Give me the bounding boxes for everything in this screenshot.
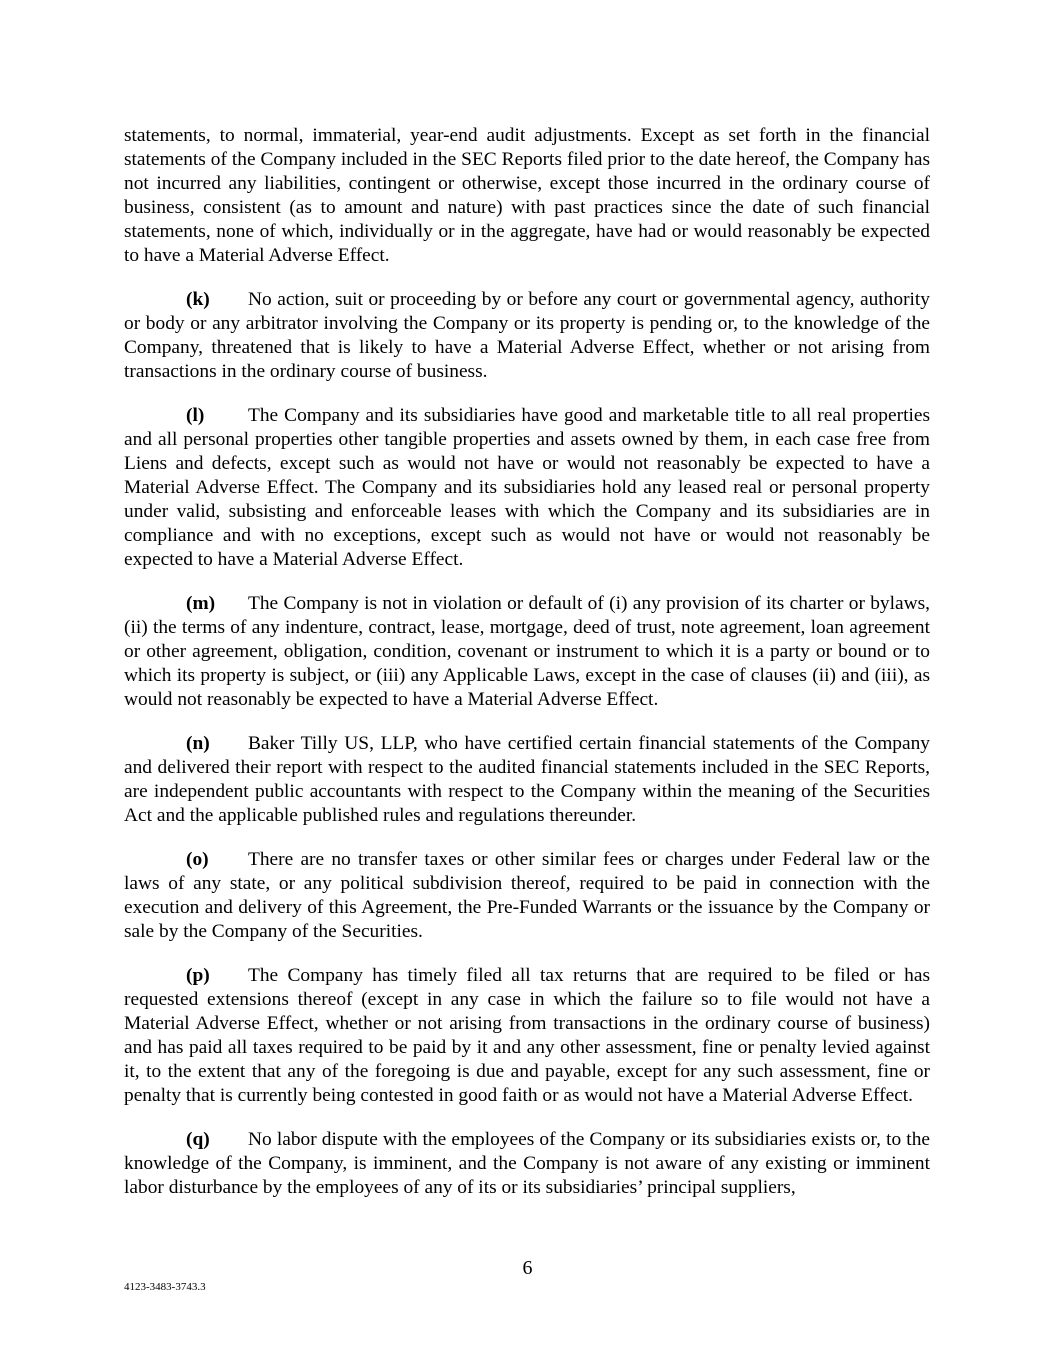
paragraph-text: statements, to normal, immaterial, year-end audit adjustments. Except as set forth in the financial statements of the Company included in the SEC Reports filed prior to the date hereof, the Company has not incurred any liabilities, contingent or otherwise, except those incurred in the ordinary course of business, consistent (as to amount and nature) with past practices since the date of such financial statements, none of which, individually or in the aggregate, have had or would reasonably be expected to have a Material Adverse Effect. [124,125,930,266]
paragraph-o [124,848,930,944]
section-label-l: (l) [186,405,205,426]
section-label-p: (p) [186,965,210,986]
section-label-o: (o) [186,849,209,870]
document-id: 4123-3483-3743.3 [124,1281,206,1293]
paragraph-l [124,404,930,572]
paragraph-text: No labor dispute with the employees of the Company or its subsidiaries exists or, to the knowledge of the Company, is imminent, and the Company is not aware of any existing or imminent labor disturbance by the employees of any of its or its subsidiaries’ principal suppliers, [124,1129,930,1198]
section-label-n: (n) [186,733,210,754]
page-number: 6 [522,1257,533,1279]
paragraph-q [124,1128,930,1200]
paragraph-m [124,592,930,712]
paragraph-n [124,732,930,828]
paragraph-p [124,964,930,1108]
paragraph-text: The Company has timely filed all tax returns that are required to be filed or has requested extensions thereof (except in any case in which the failure so to file would not have a Material Adverse Effect, whether or not arising from transactions in the ordinary course of business) and has paid all taxes required to be paid by it and any other assessment, fine or penalty levied against it, to the extent that any of the foregoing is due and payable, except for any such assessment, fine or penalty that is currently being contested in good faith or as would not have a Material Adverse Effect. [124,965,930,1106]
paragraph-k [124,288,930,384]
section-label-q: (q) [186,1129,210,1150]
paragraph-continuation [124,124,930,268]
paragraph-text: The Company is not in violation or default of (i) any provision of its charter or bylaws, (ii) the terms of any indenture, contract, lease, mortgage, deed of trust, note agreement, loan agreement or other agreement, obligation, condition, covenant or instrument to which it is a party or bound or to which its property is subject, or (iii) any Applicable Laws, except in the case of clauses (ii) and (iii), as would not reasonably be expected to have a Material Adverse Effect. [124,593,930,710]
paragraph-text: The Company and its subsidiaries have good and marketable title to all real properties and all personal properties other tangible properties and assets owned by them, in each case free from Liens and defects, except such as would not have or would not reasonably be expected to have a Material Adverse Effect. The Company and its subsidiaries hold any leased real or personal property under valid, subsisting and enforceable leases with which the Company and its subsidiaries are in compliance and with no exceptions, except such as would not have or would not reasonably be expected to have a Material Adverse Effect. [124,405,930,570]
document-body [124,124,930,1220]
paragraph-text: No action, suit or proceeding by or before any court or governmental agency, authority or body or any arbitrator involving the Company or its property is pending or, to the knowledge of the Company, threatened that is likely to have a Material Adverse Effect, whether or not arising from transactions in the ordinary course of business. [124,289,930,382]
section-label-m: (m) [186,593,216,614]
paragraph-text: Baker Tilly US, LLP, who have certified certain financial statements of the Company and delivered their report with respect to the audited financial statements included in the SEC Reports, are independent public accountants with respect to the Company within the meaning of the Securities Act and the applicable published rules and regulations thereunder. [124,733,930,826]
paragraph-text: There are no transfer taxes or other similar fees or charges under Federal law or the laws of any state, or any political subdivision thereof, required to be paid in connection with the execution and delivery of this Agreement, the Pre-Funded Warrants or the issuance by the Company or sale by the Company of the Securities. [124,849,930,942]
section-label-k: (k) [186,289,210,310]
